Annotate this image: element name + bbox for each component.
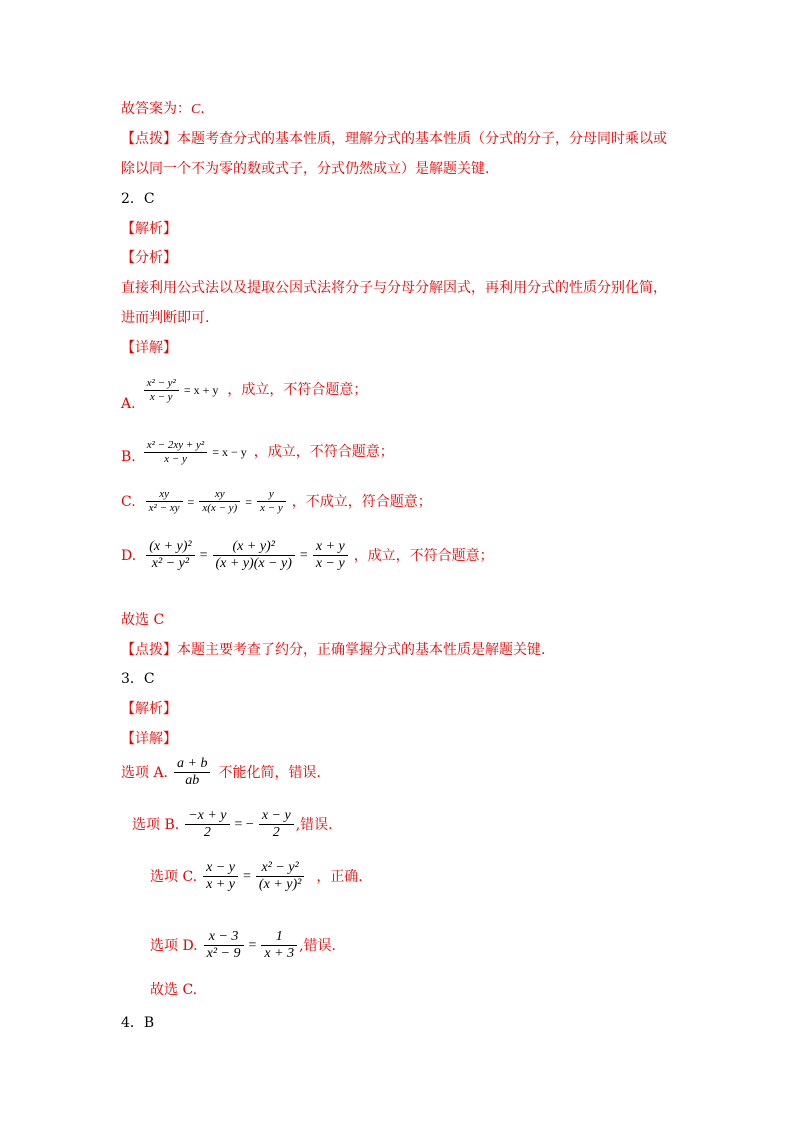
detail-heading: 【详解】 bbox=[121, 340, 177, 356]
choice-a-label: 选项 A. bbox=[121, 764, 169, 781]
fenxi-text-1: 直接利用公式法以及提取公因式法将分子与分母分解因式，再利用分式的性质分别化简， bbox=[121, 280, 667, 296]
fraction-denominator: x − y bbox=[149, 390, 173, 403]
tip-text: 本题主要考查了约分，正确掌握分式的基本性质是解题关键. bbox=[177, 642, 546, 658]
option-d-label: D. bbox=[121, 547, 137, 564]
choice-d-conclusion: ,错误. bbox=[299, 937, 336, 954]
fraction-numerator: xy bbox=[146, 488, 183, 502]
choice-b-row bbox=[132, 808, 333, 841]
equals-sign: = bbox=[248, 937, 257, 953]
option-c-formula bbox=[144, 488, 288, 515]
choice-c-row bbox=[150, 860, 363, 893]
fraction-denominator: 2 bbox=[272, 825, 280, 840]
choice-a-row bbox=[121, 756, 321, 789]
choose-c-line: 故选 C bbox=[121, 612, 165, 628]
choice-c-formula bbox=[201, 860, 306, 893]
fraction-denominator: x(x − y) bbox=[202, 502, 238, 514]
fraction-denominator: x² − xy bbox=[148, 502, 180, 514]
fraction-numerator: xy bbox=[199, 488, 240, 502]
choice-d-formula bbox=[202, 929, 299, 962]
choice-b-label: 选项 B. bbox=[132, 816, 180, 833]
equals-sign: = bbox=[299, 547, 308, 563]
fraction-numerator: x − 3 bbox=[204, 929, 244, 946]
tip-text: 本题考查分式的基本性质，理解分式的基本性质（分式的分子，分母同时乘以或 bbox=[177, 131, 667, 147]
fraction-denominator: x − y bbox=[315, 556, 345, 571]
fraction-denominator: ab bbox=[185, 773, 200, 788]
fraction-denominator: x − y bbox=[260, 502, 283, 514]
equals-sign: = bbox=[187, 494, 195, 509]
fraction-numerator: 1 bbox=[261, 929, 297, 946]
choice-d-label: 选项 D. bbox=[150, 937, 198, 954]
choice-c-conclusion: ，正确. bbox=[316, 868, 363, 885]
option-c-row bbox=[121, 488, 432, 515]
fraction-numerator: x + y bbox=[313, 539, 348, 556]
fraction-numerator: x − y bbox=[203, 860, 238, 877]
fraction-numerator: x − y bbox=[259, 808, 294, 825]
tip-heading: 【点拨】 bbox=[121, 642, 177, 658]
answer-letter: C bbox=[191, 102, 201, 117]
tip-line-1 bbox=[121, 129, 667, 149]
fraction-numerator: y bbox=[257, 488, 286, 502]
fraction-denominator: (x + y)² bbox=[258, 877, 302, 892]
option-d-formula bbox=[144, 539, 350, 572]
option-a-conclusion: ，成立，不符合题意； bbox=[227, 382, 368, 398]
fraction-denominator: x² − y² bbox=[151, 556, 190, 571]
fraction-numerator: (x + y)² bbox=[146, 539, 194, 556]
option-a-label: A. bbox=[121, 396, 136, 412]
option-c-conclusion: ，不成立，符合题意； bbox=[291, 493, 432, 510]
fraction-numerator: x² − y² bbox=[256, 860, 304, 877]
equals-negative: = − bbox=[234, 816, 254, 832]
choice-a-formula bbox=[172, 756, 212, 789]
option-d-row bbox=[121, 539, 494, 572]
equals-sign: = bbox=[199, 547, 208, 563]
fraction-numerator: x² − 2xy + y² bbox=[144, 439, 207, 453]
answer-text: 故答案为： bbox=[121, 101, 191, 117]
option-b-formula bbox=[142, 439, 250, 466]
fraction-denominator: (x + y)(x − y) bbox=[215, 556, 292, 571]
fraction-numerator: x² − y² bbox=[144, 377, 179, 391]
choice-a-conclusion: 不能化简，错误. bbox=[218, 764, 321, 781]
equals-sign: = bbox=[243, 868, 251, 884]
option-b-conclusion: ，成立，不符合题意； bbox=[253, 444, 394, 460]
analysis-heading: 【解析】 bbox=[121, 701, 177, 717]
tip-line-3 bbox=[121, 640, 545, 660]
option-b-label: B. bbox=[121, 449, 136, 465]
option-a-formula bbox=[142, 377, 222, 404]
question-3-answer: 3．C bbox=[121, 671, 155, 687]
option-b-row bbox=[121, 437, 394, 467]
analysis-heading: 【解析】 bbox=[121, 221, 177, 237]
equation-rhs: = x − y bbox=[212, 445, 247, 459]
choose-c-line: 故选 C. bbox=[150, 982, 198, 998]
fraction-numerator: (x + y)² bbox=[213, 539, 295, 556]
choice-c-label: 选项 C. bbox=[150, 868, 198, 885]
tip-line-2: 除以同一个不为零的数或式子，分式仍然成立）是解题关键. bbox=[121, 161, 490, 177]
fraction-denominator: 2 bbox=[203, 825, 211, 840]
fraction-denominator: x² − 9 bbox=[206, 946, 241, 961]
equals-sign: = bbox=[245, 494, 253, 509]
fenxi-heading: 【分析】 bbox=[121, 250, 177, 266]
choice-b-formula bbox=[183, 808, 296, 841]
fraction-numerator: a + b bbox=[174, 756, 210, 773]
tip-heading: 【点拨】 bbox=[121, 131, 177, 147]
option-a-row bbox=[121, 366, 367, 414]
fraction-denominator: x + y bbox=[206, 877, 235, 892]
question-2-answer: 2．C bbox=[121, 191, 155, 207]
choice-b-conclusion: ,错误. bbox=[295, 816, 333, 833]
fraction-denominator: x + 3 bbox=[264, 946, 295, 961]
fraction-numerator: −x + y bbox=[185, 808, 229, 825]
option-d-conclusion: ，成立，不符合题意； bbox=[353, 547, 494, 564]
option-c-label: C. bbox=[121, 493, 136, 510]
answer-end: . bbox=[200, 101, 205, 117]
answer-line bbox=[121, 99, 205, 120]
question-4-answer: 4．B bbox=[121, 1015, 155, 1031]
detail-heading: 【详解】 bbox=[121, 731, 177, 747]
choice-d-row bbox=[150, 929, 336, 962]
equation-rhs: = x + y bbox=[183, 383, 219, 397]
fenxi-text-2: 进而判断即可. bbox=[121, 310, 210, 326]
fraction-denominator: x − y bbox=[164, 452, 187, 465]
